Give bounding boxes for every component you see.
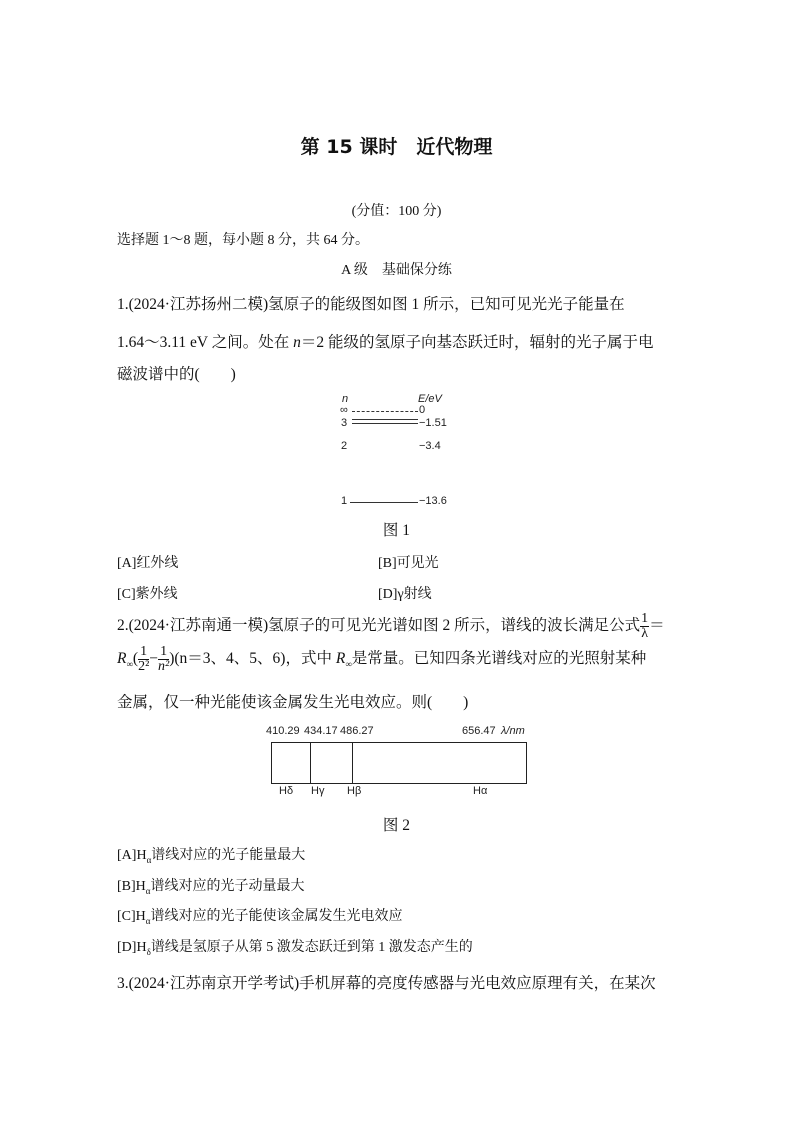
q1-option-d[interactable]: [D]γ射线: [378, 587, 432, 602]
q1-line1: 1.(2024·江苏扬州二模)氢原子的能级图如图 1 所示，已知可见光光子能量在: [117, 296, 625, 313]
figure-2-caption: 图 2: [382, 817, 411, 834]
section-heading: A 级 基础保分练: [341, 263, 452, 278]
q2-option-b[interactable]: $[B]H_\alpha$谱线对应的光子动量最大: [117, 879, 305, 896]
document-page: 第 15 课时 近代物理 (分值：100 分) 选择题 1～8 题，每小题 8 分，共 64 分。 A 级 基础保分练 1.(2024·江苏扬州二模)氢原子的能级图如图 1 所示，已知可见光光子能量在 1.64～3.11 eV 之间。处在 n＝2 能级的氢原子向基态跃迁时，辐射的光子属于电 磁波谱中的( ) n E/eV ∞ 0 3 −1.51 2 −3.4 1 −13.6 图 1 [A]红外线 [B]可见光 [C]紫外线 [D]γ射线 2.(2024·江苏南通一模)氢原子的可见光光谱如图 2 所示，谱线的波长满足公式 $\frac{1}{\lambda}$ ＝ $R_\infty$( $\frac{1}{\text{2²}}$ − $\frac{1}{\text{n²}})(n=3$、4、5、6)，式中 $R_\infty$是常量。已知四条光谱线对应的光照射某种 金属，仅一种光能使该金属发生光电效应。则( ) 410.29 434.17 486.27 656.47 λ/nm Hδ Hγ Hβ Hα 图 2 $[A]H_\alpha$谱线对应的光子能量最大 $[B]H_\alpha$谱线对应的光子动量最大 $[C]H_\alpha$谱线对应的光子能使该金属发生光电效应 $[D]H_\delta$谱线是氢原子从第 5 激发态跃迁到第 1 激发态产生的 3.(2024·江苏南京开学考试)手机屏幕的亮度传感器与光电效应原理有关，在某次: [0, 0, 793, 1122]
q1-option-c[interactable]: [C]紫外线: [117, 587, 178, 602]
q2-line3: 金属，仅一种光能使该金属发生光电效应。则( ): [117, 694, 469, 711]
q2-option-d[interactable]: $[D]H_\delta$谱线是氢原子从第 5 激发态跃迁到第 1 激发态产生的: [117, 940, 473, 957]
figure-1-caption: 图 1: [382, 522, 411, 539]
score-note: (分值：100 分): [351, 204, 442, 219]
q2-line2: $R_\infty$( $\frac{1}{\text{2²}}$ − $\frac{1}{\text{n²}})(n=3$、4、5、6)，式中 $R_\infty$是常量。已知四条光谱线对应的光照射某种: [117, 644, 647, 674]
q2-line1: 2.(2024·江苏南通一模)氢原子的可见光光谱如图 2 所示，谱线的波长满足公式 $\frac{1}{\lambda}$ ＝: [117, 611, 665, 641]
q3-line1: 3.(2024·江苏南京开学考试)手机屏幕的亮度传感器与光电效应原理有关，在某次: [117, 975, 656, 992]
instructions: 选择题 1～8 题，每小题 8 分，共 64 分。: [117, 233, 369, 248]
q1-option-b[interactable]: [B]可见光: [378, 556, 439, 571]
q2-option-a[interactable]: $[A]H_\alpha$谱线对应的光子能量最大: [117, 848, 306, 865]
q1-line2: 1.64～3.11 eV 之间。处在 n＝2 能级的氢原子向基态跃迁时，辐射的光子属于电: [117, 334, 654, 351]
q1-option-a[interactable]: [A]红外线: [117, 556, 179, 571]
q1-line3: 磁波谱中的( ): [117, 366, 236, 383]
q2-option-c[interactable]: $[C]H_\alpha$谱线对应的光子能使该金属发生光电效应: [117, 909, 403, 926]
page-title: 第 15 课时 近代物理: [300, 136, 493, 158]
